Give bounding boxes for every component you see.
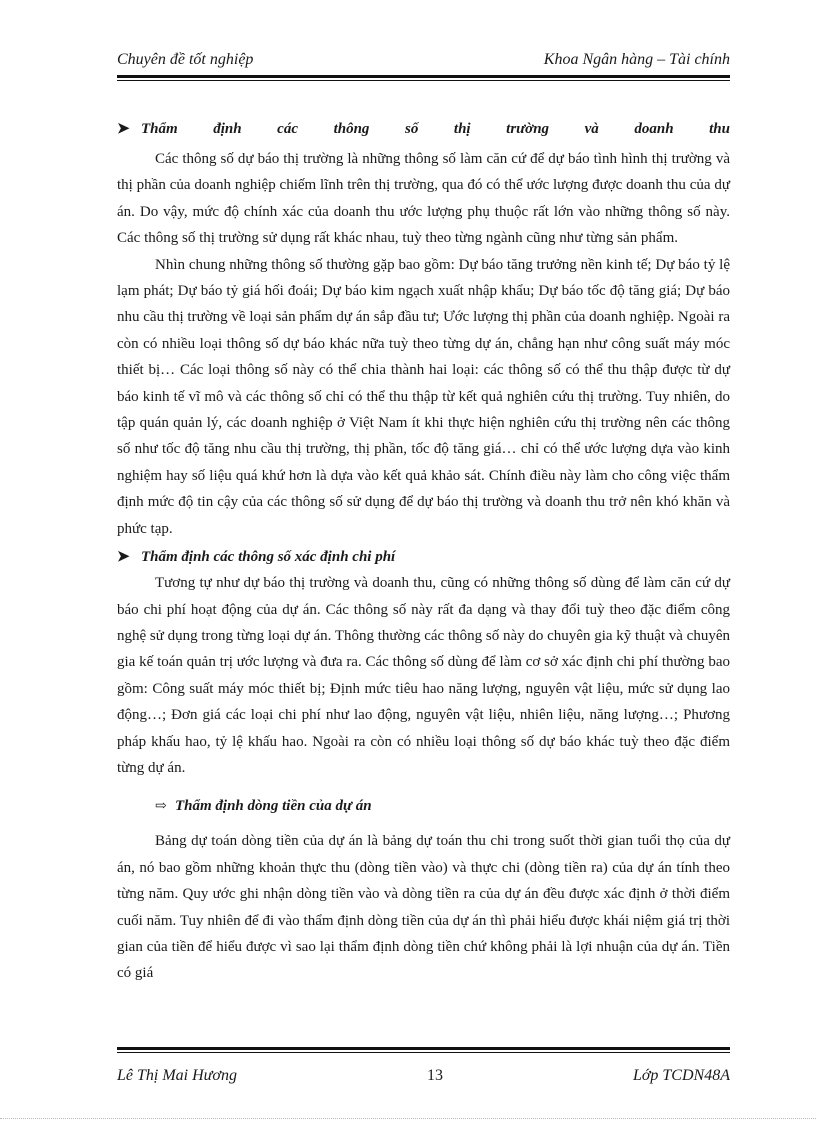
footer-rule [117, 1047, 730, 1050]
header-faculty: Khoa Ngân hàng – Tài chính [543, 51, 730, 68]
paragraph: Tương tự như dự báo thị trường và doanh thu, cũng có những thông số dùng để làm căn cứ dự báo chi phí hoạt động của dự án. Các thông số này rất đa dạng và thay đổi tuỳ theo đặc điểm công nghệ sử dụng trong từng loại dự án. Thông thường các thông số này do chuyên gia kỹ thuật và chuyên gia kế toán quản trị ước lượng và đưa ra. Các thông số dùng để làm cơ sở xác định chi phí thường bao gồm: Công suất máy móc thiết bị; Định mức tiêu hao năng lượng, nguyên vật liệu, mức sử dụng lao động…; Đơn giá các loại chi phí như lao động, nguyên vật liệu, nhiên liệu, năng lượng…; Phương pháp khấu hao, tỷ lệ khấu hao. Ngoài ra còn có nhiều loại thông số dự báo khác tuỳ theo đặc điểm từng dự án. [117, 575, 730, 776]
header-rule [117, 75, 730, 78]
paragraph: Bảng dự toán dòng tiền của dự án là bảng dự toán thu chi trong suốt thời gian tuổi thọ của dự án, nó bao gồm những khoản thực thu (dòng tiền vào) và thực chi (dòng tiền ra) của dự án tính theo từng năm. Quy ước ghi nhận dòng tiền vào và dòng tiền ra của dự án đều được xác định ở thời điểm cuối năm. Tuy nhiên để đi vào thẩm định dòng tiền của dự án thì phải hiểu được khái niệm giá trị thời gian của tiền để hiểu được vì sao lại thẩm định dòng tiền chứ không phải là lợi nhuận của dự án. Tiền có giá [117, 833, 730, 982]
paragraph: Các thông số dự báo thị trường là những thông số làm căn cứ để dự báo tình hình thị trường và thị phần của doanh nghiệp chiếm lĩnh trên thị trường, qua đó có thể ước lượng được doanh thu của dự án. Do vậy, mức độ chính xác của doanh thu ước lượng phụ thuộc rất lớn vào những thông số này. Các thông số thị trường sử dụng rất khác nhau, tuỳ theo từng ngành cũng như từng sản phẩm. [117, 151, 730, 247]
arrow-bullet-icon: ➤ [117, 121, 130, 137]
arrow-bullet-icon: ➤ [117, 549, 130, 566]
section-heading-market [117, 116, 730, 142]
page-edge-divider [0, 1118, 816, 1119]
hollow-arrow-icon: ⇨ [155, 799, 167, 815]
header-document-type: Chuyên đề tốt nghiệp [117, 51, 254, 68]
section-title: Thẩm định các thông số xác định chi phí [141, 549, 396, 566]
page-header [117, 50, 730, 70]
section-heading-cashflow [155, 793, 730, 820]
section-title: Thẩm định các thông số thị trường và doanh thu [141, 121, 730, 137]
page-footer [117, 1066, 730, 1086]
section-title: Thẩm định dòng tiền của dự án [175, 798, 372, 815]
paragraph: Nhìn chung những thông số thường gặp bao gồm: Dự báo tăng trưởng nền kinh tế; Dự báo tỷ lệ lạm phát; Dự báo tỷ giá hối đoái; Dự báo kim ngạch xuất nhập khẩu; Dự báo tốc độ tăng giá; Dự báo nhu cầu thị trường về loại sản phẩm dự án sắp đầu tư; Ước lượng thị phần của doanh nghiệp. Ngoài ra còn có nhiều loại thông số dự báo khác nữa tuỳ theo từng dự án, chẳng hạn như công suất máy móc thiết bị… Các loại thông số này có thể chia thành hai loại: các thông số có thể thu thập được từ dự báo kinh tế vĩ mô và các thông số chỉ có thể thu thập từ kết quả nghiên cứu thị trường. Tuy nhiên, do tập quán quản lý, các doanh nghiệp ở Việt Nam ít khi thực hiện nghiên cứu thị trường nên các thông số như tốc độ tăng nhu cầu thị trường, thị phần, tốc độ tăng giá… chỉ có thể ước lượng dựa vào kinh nghiệm hay số liệu quá khứ hơn là dựa vào kết quả khảo sát. Chính điều này làm cho công việc thẩm định mức độ tin cậy của các thông số sử dụng để dự báo thị trường và doanh thu trở nên khó khăn và phức tạp. [117, 256, 730, 537]
page-body [117, 116, 730, 987]
footer-author: Lê Thị Mai Hương [117, 1067, 237, 1084]
page-number: 13 [426, 1067, 443, 1084]
footer-class: Lớp TCDN48A [632, 1067, 730, 1084]
header-rule-thin [117, 80, 730, 81]
footer-rule-thin [117, 1052, 730, 1053]
section-heading-cost [117, 544, 730, 570]
